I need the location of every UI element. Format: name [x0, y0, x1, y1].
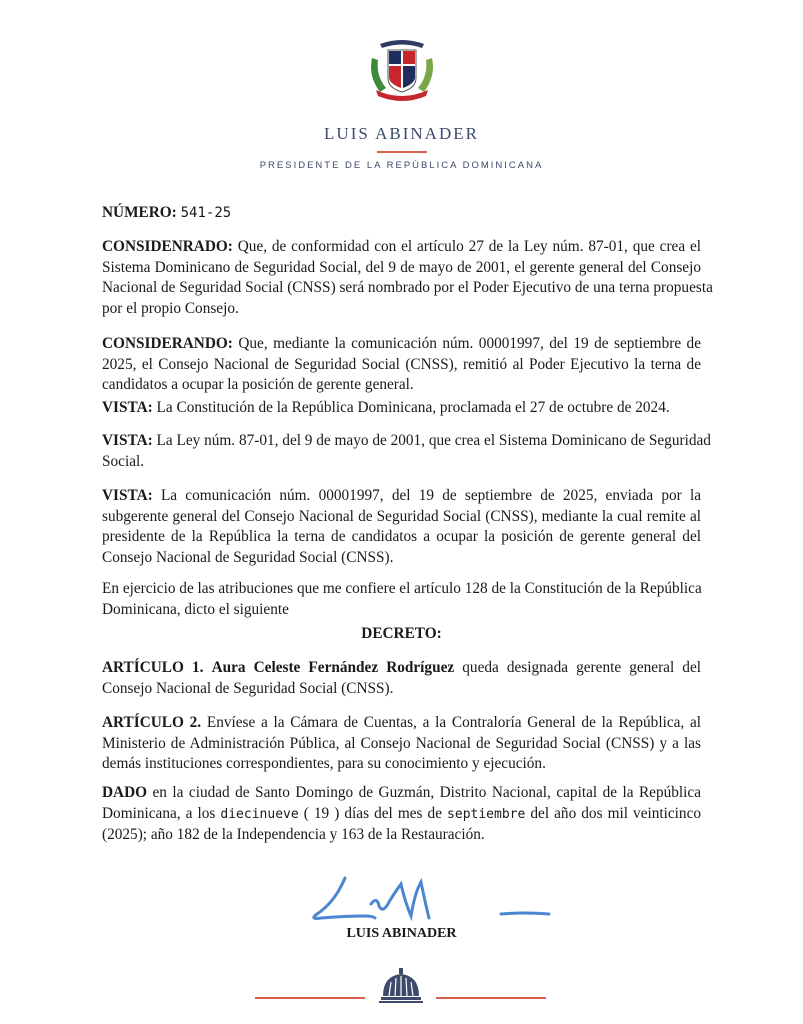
paragraph-vista-2 — [102, 431, 711, 472]
line: Dominicana, dicto el siguiente — [102, 600, 289, 618]
line: Que, mediante la comunicación núm. 00001997, del 19 de septiembre de — [238, 335, 701, 352]
line: presidente de la República la terna de candidatos a ocupar la posición de gerente general del — [102, 528, 701, 545]
line: La Constitución de la República Dominicana, proclamada el 27 de octubre de 2024. — [156, 399, 670, 416]
dome-icon — [379, 968, 423, 1004]
line: Que, de conformidad con el artículo 27 de la Ley núm. 87-01, que crea el — [237, 238, 702, 255]
line: Consejo Nacional de Seguridad Social (CNSS). — [102, 548, 394, 566]
heading-text: DECRETO: — [361, 625, 442, 642]
decreto-heading — [102, 624, 701, 645]
line: por el propio Consejo. — [102, 299, 239, 317]
handwritten-signature — [305, 872, 555, 928]
paragraph-vista-3 — [102, 486, 701, 568]
line: demás instituciones correspondientes, para su conocimiento y ejecución. — [102, 755, 546, 772]
line: queda designada gerente general del — [462, 659, 701, 676]
paragraph-ejercicio — [102, 579, 701, 620]
paragraph-label: CONSIDERANDO: — [102, 335, 233, 352]
paragraph-vista-1 — [102, 398, 701, 419]
day-words: diecinueve — [220, 806, 299, 822]
line: (2025); año 182 de la Independencia y 163 de la Restauración. — [102, 826, 485, 843]
paragraph-label: CONSIDENRADO: — [102, 238, 233, 255]
paragraph-label: VISTA: — [102, 487, 153, 504]
number-value: 541-25 — [180, 205, 232, 221]
paragraph-considerando-1 — [102, 237, 713, 319]
line: Social. — [102, 452, 145, 470]
paragraph-label: VISTA: — [102, 399, 153, 416]
line: en la ciudad de Santo Domingo de Guzmán, Distrito Nacional, capital de la República — [152, 784, 701, 801]
articulo-1 — [102, 658, 701, 699]
line: Sistema Dominicano de Seguridad Social, del 9 de mayo de 2001, el gerente general del Consejo — [102, 258, 701, 276]
paragraph-label: DADO — [102, 784, 148, 801]
paragraph-considerando-2 — [102, 334, 701, 396]
paragraph-label: VISTA: — [102, 432, 153, 449]
line: 2025, el Consejo Nacional de Seguridad Social (CNSS), remitió al Poder Ejecutivo la terna de — [102, 355, 701, 373]
line: La comunicación núm. 00001997, del 19 de septiembre de 2025, enviada por la — [160, 487, 701, 504]
line: En ejercicio de las atribuciones que me confiere el artículo 128 de la Constitución de la República — [102, 580, 702, 597]
paragraph-dado — [102, 783, 701, 846]
coat-of-arms-emblem — [366, 36, 438, 104]
month: septiembre — [447, 806, 526, 822]
articulo-2 — [102, 713, 701, 775]
line: ( 19 ) días del mes de — [303, 804, 442, 822]
header-subtitle: PRESIDENTE DE LA REPÚBLICA DOMINICANA — [259, 160, 544, 171]
appointee-name: Aura Celeste Fernández Rodríguez — [211, 659, 455, 676]
signatory-name: LUIS ABINADER — [346, 926, 457, 941]
line: del año dos mil veinticinco — [530, 804, 702, 822]
line: Nacional de Seguridad Social (CNSS) será nombrado por el Poder Ejecutivo de una terna propuesta — [102, 279, 713, 296]
footer-divider-left — [255, 997, 365, 999]
line: Consejo Nacional de Seguridad Social (CNSS). — [102, 679, 394, 697]
line: Envíese a la Cámara de Cuentas, a la Contraloría General de la República, al — [206, 714, 701, 731]
number-label: NÚMERO: — [102, 204, 177, 221]
article-label: ARTÍCULO 2. — [102, 714, 202, 731]
line: La Ley núm. 87-01, del 9 de mayo de 2001, que crea el Sistema Dominicano de Seguridad — [156, 432, 711, 449]
footer-divider-right — [436, 997, 546, 999]
line: subgerente general del Consejo Nacional de Seguridad Social (CNSS), mediante la cual remite al — [102, 507, 701, 525]
line: Dominicana, a los — [102, 804, 216, 822]
line: Ministerio de Administración Pública, al Consejo Nacional de Seguridad Social (CNSS) y a las — [102, 734, 701, 752]
article-label: ARTÍCULO 1. — [102, 659, 204, 676]
decree-number — [102, 203, 701, 224]
header-name: LUIS ABINADER — [324, 124, 479, 143]
line: candidatos a ocupar la posición de gerente general. — [102, 376, 414, 393]
header-divider — [377, 151, 427, 153]
